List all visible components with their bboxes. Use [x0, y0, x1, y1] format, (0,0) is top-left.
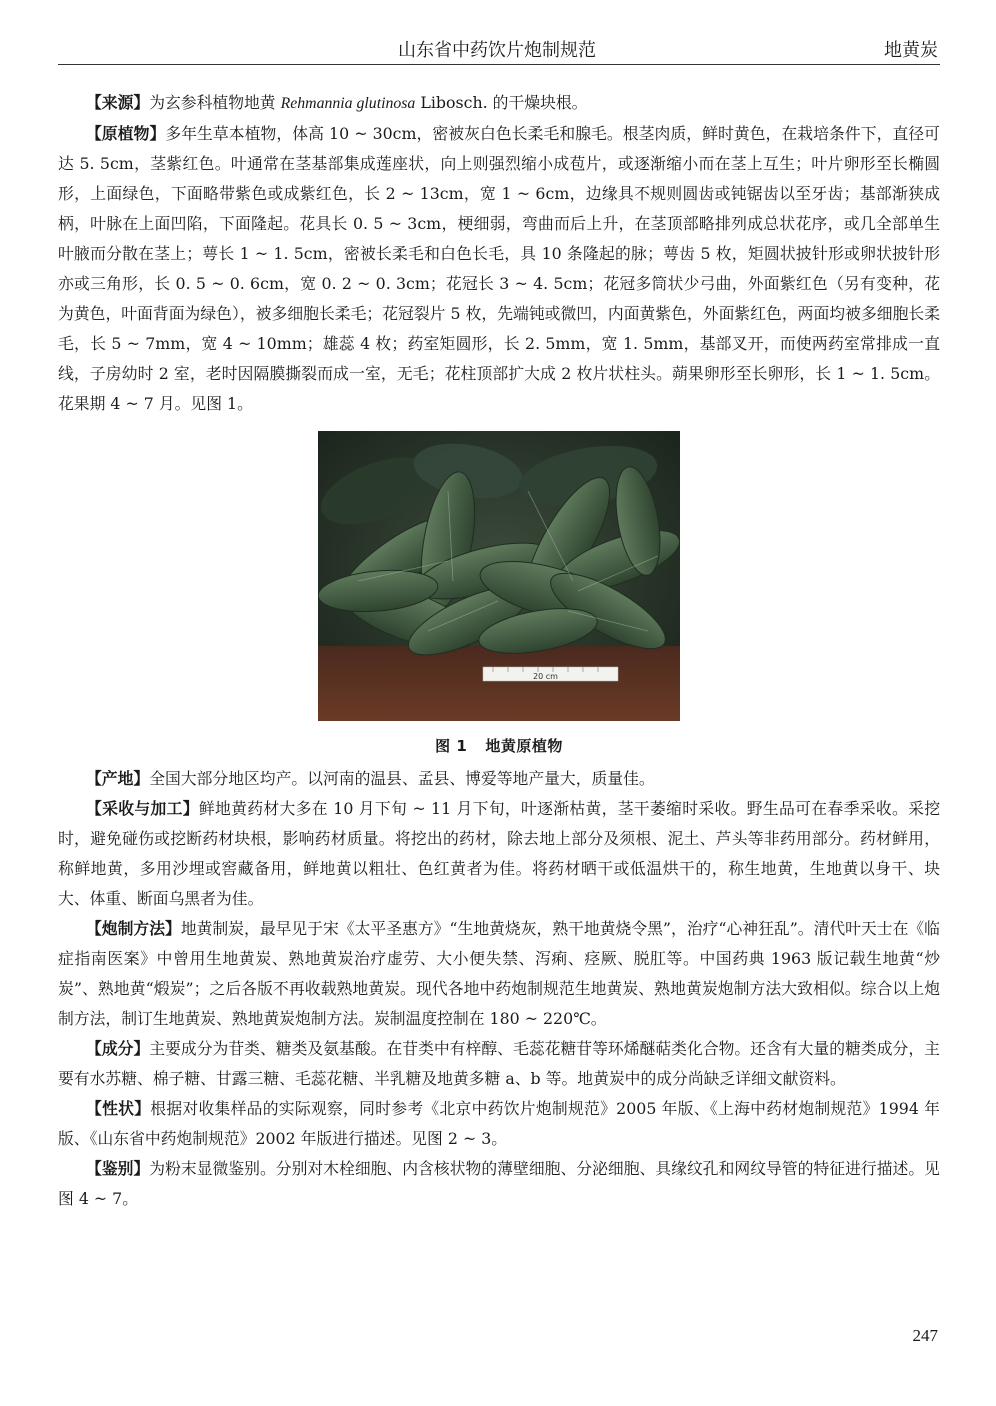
section-label: 【原植物】	[86, 124, 166, 143]
chapter-title: 地黄炭	[884, 40, 938, 61]
section-harvest	[58, 794, 940, 914]
main-content	[58, 88, 940, 1214]
section-label: 【成分】	[86, 1039, 150, 1058]
figure-title: 地黄原植物	[485, 737, 563, 755]
figure-1	[58, 431, 940, 756]
section-label: 【性状】	[86, 1099, 151, 1118]
section-text: 多年生草本植物，体高 10 ~ 30cm，密被灰白色长柔毛和腺毛。根茎肉质，鲜时黄色，在栽培条件下，直径可达 5. 5cm，茎紫红色。叶通常在茎基部集成莲座状，向上则强烈缩小成苞片，或逐渐缩小而在茎上互生；叶片卵形至长椭圆形，上面绿色，下面略带紫色或成紫红色，长 2 ~ 13cm，宽 1 ~ 6cm，边缘具不规则圆齿或钝锯齿以至牙齿；基部渐狭成柄，叶脉在上面凹陷，下面隆起。花具长 0. 5 ~ 3cm，梗细弱，弯曲而后上升，在茎顶部略排列成总状花序，或几全部单生叶腋而分散在茎上；萼长 1 ~ 1. 5cm，密被长柔毛和白色长毛，具 10 条隆起的脉；萼齿 5 枚，矩圆状披针形或卵状披针形亦或三角形，长 0. 5 ~ 0. 6cm，宽 0. 2 ~ 0. 3cm；花冠长 3 ~ 4. 5cm；花冠多筒状少弓曲，外面紫红色（另有变种，花为黄色，叶面背面为绿色），被多细胞长柔毛；花冠裂片 5 枚，先端钝或微凹，内面黄紫色，外面紫红色，两面均被多细胞长柔毛，长 5 ~ 7mm，宽 4 ~ 10mm；雄蕊 4 枚；药室矩圆形，长 2. 5mm，宽 1. 5mm，基部叉开，而使两药室常排成一直线，子房幼时 2 室，老时因隔膜撕裂而成一室，无毛；花柱顶部扩大成 2 枚片状柱头。蒴果卵形至长卵形，长 1 ~ 1. 5cm。花果期 4 ~ 7 月。见图 1。	[58, 124, 940, 413]
rehmannia-plant-image	[318, 431, 680, 721]
section-text: 主要成分为苷类、糖类及氨基酸。在苷类中有梓醇、毛蕊花糖苷等环烯醚萜类化合物。还含有大量的糖类成分，主要有水苏糖、棉子糖、甘露三糖、毛蕊花糖、半乳糖及地黄多糖 a、b 等。地黄炭中的成分尚缺乏详细文献资料。	[58, 1039, 940, 1088]
section-text: 为玄参科植物地黄	[149, 93, 281, 112]
page-header	[58, 34, 940, 65]
section-processing	[58, 914, 940, 1034]
section-label: 【来源】	[86, 93, 150, 112]
section-label: 【炮制方法】	[86, 919, 181, 938]
latin-name: Rehmannia glutinosa	[280, 95, 416, 112]
figure-number: 图 1	[435, 737, 468, 755]
section-text: 全国大部分地区均产。以河南的温县、孟县、博爱等地产量大，质量佳。	[149, 769, 655, 788]
section-components	[58, 1034, 940, 1094]
ruler-label: 20 cm	[533, 672, 558, 681]
figure-caption	[58, 735, 940, 756]
section-text: 地黄制炭，最早见于宋《太平圣惠方》“生地黄烧灰，熟干地黄烧令黑”，治疗“心神狂乱”。清代叶天士在《临症指南医案》中曾用生地黄炭、熟地黄炭治疗虚劳、大小便失禁、泻痢、痉厥、脱肛等。中国药典 1963 版记载生地黄“炒炭”、熟地黄“煅炭”；之后各版不再收载熟地黄炭。现代各地中药炮制规范生地黄炭、熟地黄炭炮制方法大致相似。综合以上炮制方法，制订生地黄炭、熟地黄炭炮制方法。炭制温度控制在 180 ~ 220℃。	[58, 919, 940, 1028]
section-text: 鲜地黄药材大多在 10 月下旬 ~ 11 月下旬，叶逐渐枯黄，茎干萎缩时采收。野生品可在春季采收。采挖时，避免碰伤或挖断药材块根，影响药材质量。将挖出的药材，除去地上部分及须根、泥土、芦头等非药用部分。药材鲜用，称鲜地黄，多用沙埋或窖藏备用，鲜地黄以粗壮、色红黄者为佳。将药材晒干或低温烘干的，称生地黄，生地黄以身干、块大、体重、断面乌黑者为佳。	[58, 799, 940, 908]
section-text: 为粉末显微鉴别。分别对木栓细胞、内含核状物的薄壁细胞、分泌细胞、具缘纹孔和网纹导管的特征进行描述。见图 4 ~ 7。	[58, 1159, 940, 1208]
document-title: 山东省中药饮片炮制规范	[398, 40, 596, 61]
section-properties	[58, 1094, 940, 1154]
section-source	[58, 88, 940, 119]
section-identification	[58, 1154, 940, 1214]
section-label: 【鉴别】	[86, 1159, 150, 1178]
section-text: Libosch. 的干燥块根。	[415, 93, 588, 112]
section-origin	[58, 764, 940, 794]
section-text: 根据对收集样品的实际观察，同时参考《北京中药饮片炮制规范》2005 年版、《上海中药材炮制规范》1994 年版、《山东省中药炮制规范》2002 年版进行描述。见图 2 ~ 3。	[58, 1099, 940, 1148]
plant-photo	[318, 431, 680, 721]
section-label: 【采收与加工】	[86, 799, 199, 818]
section-plant	[58, 119, 940, 419]
page-number: 247	[912, 1326, 938, 1345]
section-label: 【产地】	[86, 769, 150, 788]
